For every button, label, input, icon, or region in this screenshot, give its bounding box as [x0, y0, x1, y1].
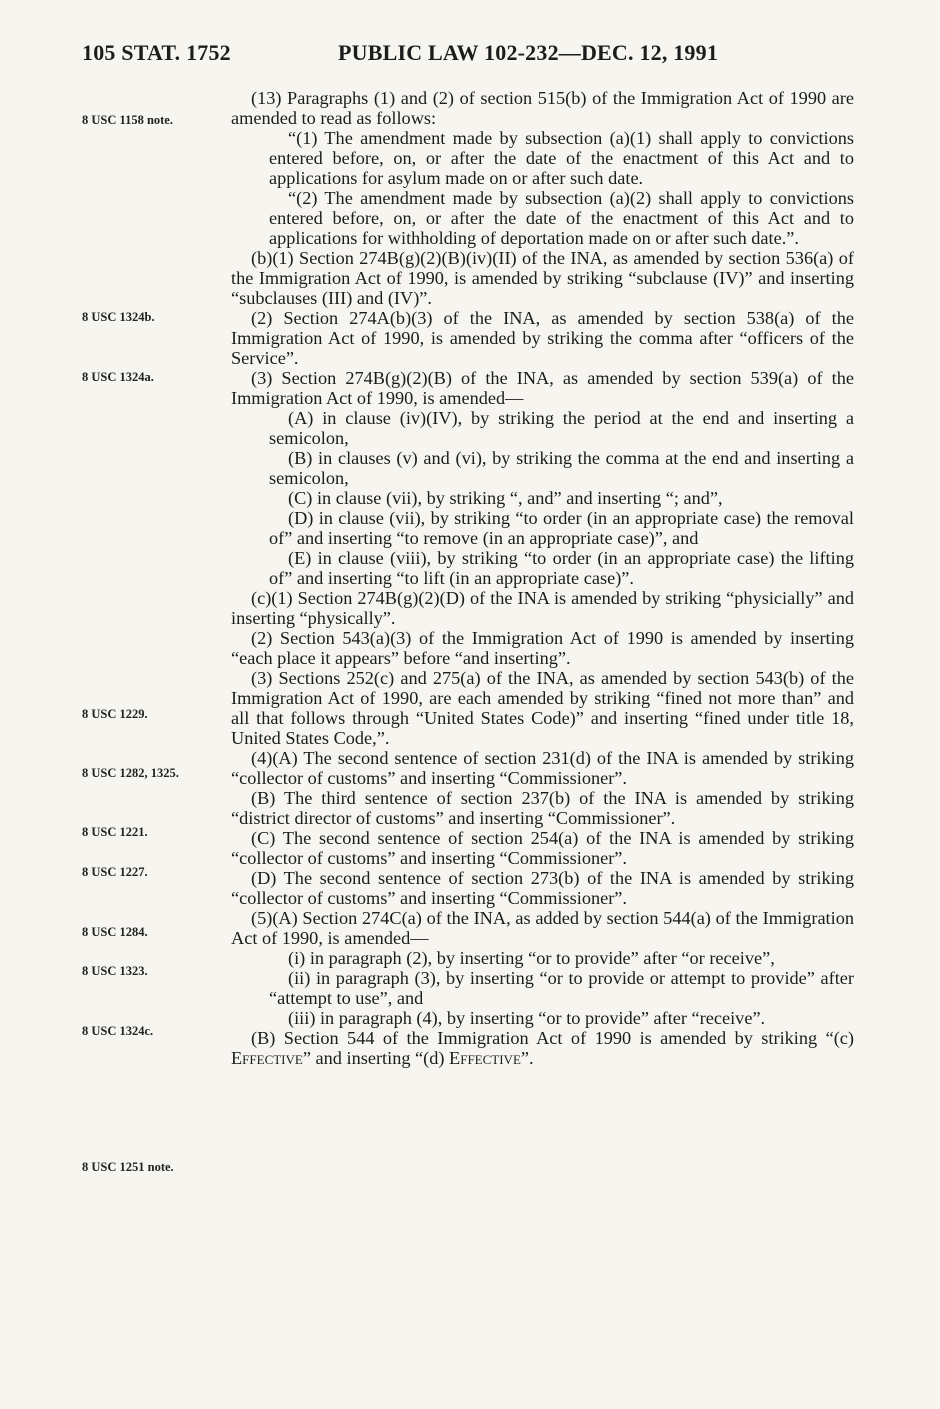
clause: (iii) in paragraph (4), by inserting “or to provide” after “receive”. — [288, 1008, 766, 1028]
clause: (i) in paragraph (2), by inserting “or to provide” after “or receive”, — [288, 948, 775, 968]
statute-body — [231, 88, 854, 1068]
margin-note: 8 USC 1229. — [82, 707, 148, 721]
paragraph: (5)(A) Section 274C(a) of the INA, as added by section 544(a) of the Immigration Act of 1990, is amended— — [231, 908, 854, 948]
paragraph: (D) The second sentence of section 273(b) of the INA is amended by striking “collector of customs” and inserting “Commissioner”. — [231, 868, 854, 908]
paragraph: (3) Section 274B(g)(2)(B) of the INA, as amended by section 539(a) of the Immigration Act of 1990, is amended— — [231, 368, 854, 408]
quoted-paragraph: “(1) The amendment made by subsection (a)(1) shall apply to convictions entered before, on, or after the date of the enactment of this Act and to applications for asylum made on or after such date. — [269, 128, 854, 188]
small-caps-term: Effective — [231, 1048, 303, 1068]
margin-note: 8 USC 1221. — [82, 825, 148, 839]
clause: (B) in clauses (v) and (vi), by striking the comma at the end and inserting a semicolon, — [269, 448, 854, 488]
margin-note: 8 USC 1324b. — [82, 310, 155, 324]
quoted-paragraph: “(2) The amendment made by subsection (a)(2) shall apply to convictions entered before, on, or after the date of the enactment of this Act and to applications for withholding of deportation made on or after such date.”. — [269, 188, 854, 248]
clause: (ii) in paragraph (3), by inserting “or to provide or attempt to provide” after “attempt to use”, and — [269, 968, 854, 1008]
paragraph: (c)(1) Section 274B(g)(2)(D) of the INA is amended by striking “physicially” and inserting “physically”. — [231, 588, 854, 628]
paragraph: (13) Paragraphs (1) and (2) of section 515(b) of the Immigration Act of 1990 are amended to read as follows: — [231, 88, 854, 128]
paragraph: (2) Section 543(a)(3) of the Immigration Act of 1990 is amended by inserting “each place it appears” before “and inserting”. — [231, 628, 854, 668]
small-caps-term: Effective — [449, 1048, 521, 1068]
margin-note: 8 USC 1284. — [82, 925, 148, 939]
margin-note: 8 USC 1158 note. — [82, 113, 173, 127]
paragraph: (2) Section 274A(b)(3) of the INA, as amended by section 538(a) of the Immigration Act of 1990, is amended by striking the comma after “officers of the Service”. — [231, 308, 854, 368]
clause: (A) in clause (iv)(IV), by striking the period at the end and inserting a semicolon, — [269, 408, 854, 448]
margin-note: 8 USC 1251 note. — [82, 1160, 174, 1174]
paragraph: (b)(1) Section 274B(g)(2)(B)(iv)(II) of the INA, as amended by section 536(a) of the Immigration Act of 1990, is amended by striking “subclause (IV)” and inserting “subclauses (III) and (IV)”. — [231, 248, 854, 308]
text-run: ”. — [520, 1048, 534, 1068]
stat-page-number: 105 STAT. 1752 — [82, 40, 231, 65]
margin-note: 8 USC 1324c. — [82, 1024, 154, 1038]
clause: (C) in clause (vii), by striking “, and” and inserting “; and”, — [288, 488, 723, 508]
paragraph: (3) Sections 252(c) and 275(a) of the INA, as amended by section 543(b) of the Immigration Act of 1990, are each amended by striking “fined not more than” and all that follows through “United States Code)” and inserting “fined under title 18, United States Code,”. — [231, 668, 854, 748]
margin-note: 8 USC 1227. — [82, 865, 148, 879]
clause: (E) in clause (viii), by striking “to order (in an appropriate case) the lifting of” and inserting “to lift (in an appropriate case)”. — [269, 548, 854, 588]
margin-note: 8 USC 1324a. — [82, 370, 154, 384]
margin-note: 8 USC 1282, 1325. — [82, 766, 179, 780]
clause: (D) in clause (vii), by striking “to order (in an appropriate case) the removal of” and inserting “to remove (in an appropriate case)”, and — [269, 508, 854, 548]
paragraph: (C) The second sentence of section 254(a) of the INA is amended by striking “collector of customs” and inserting “Commissioner”. — [231, 828, 854, 868]
text-run: (B) Section 544 of the Immigration Act of 1990 is amended by striking “(c) — [251, 1028, 854, 1048]
paragraph-final — [231, 1028, 854, 1068]
paragraph: (4)(A) The second sentence of section 231(d) of the INA is amended by striking “collector of customs” and inserting “Commissioner”. — [231, 748, 854, 788]
paragraph: (B) The third sentence of section 237(b) of the INA is amended by striking “district director of customs” and inserting “Commissioner”. — [231, 788, 854, 828]
margin-note: 8 USC 1323. — [82, 964, 148, 978]
text-run: ” and inserting “(d) — [302, 1048, 450, 1068]
page-header — [0, 40, 940, 74]
page-title: PUBLIC LAW 102-232—DEC. 12, 1991 — [338, 40, 719, 65]
